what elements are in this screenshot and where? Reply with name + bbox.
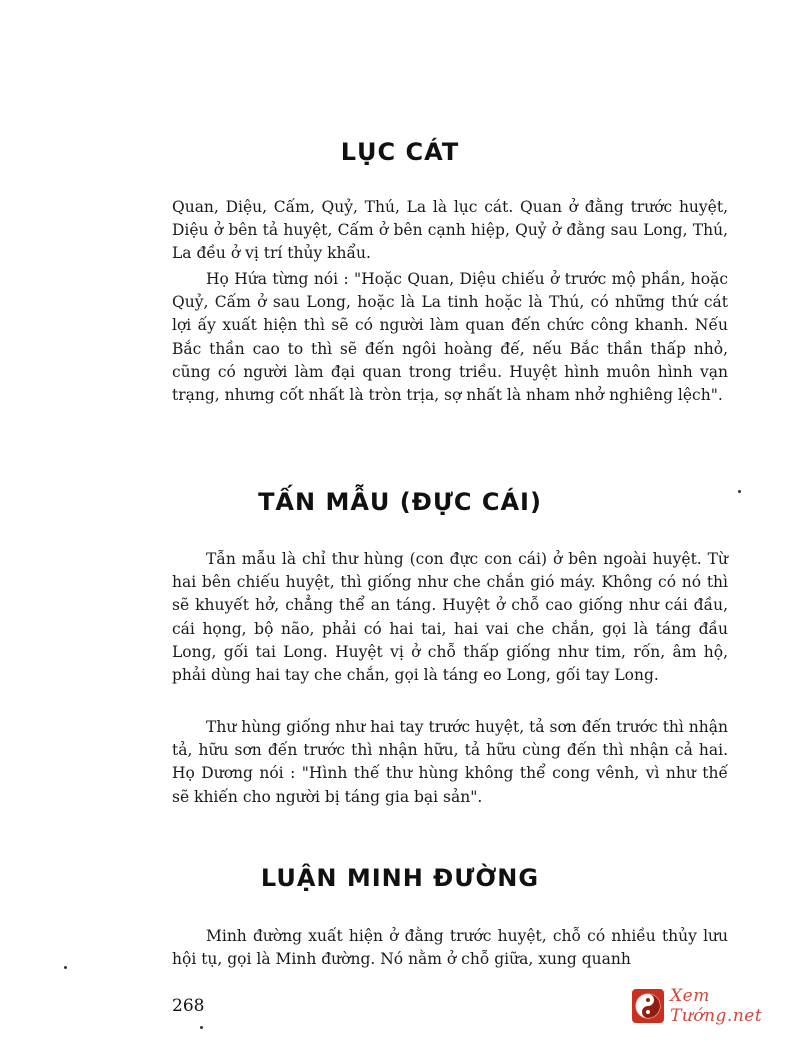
yin-yang-icon bbox=[632, 989, 664, 1023]
section-heading-luc-cat: LỤC CÁT bbox=[340, 138, 460, 166]
speck-mark bbox=[200, 1026, 203, 1029]
paragraph: Thư hùng giống như hai tay trước huyệt, tả sơn đến trước thì nhận tả, hữu sơn đến trước thì nhận hữu, tả hữu cùng đến thì nhận cả hai. Họ Dương nói : "Hình thế thư hùng không thể cong vênh, vì như thế sẽ khiến cho người bị táng gia bại sản". bbox=[172, 718, 728, 806]
page-number: 268 bbox=[172, 996, 205, 1016]
paragraph: Tẫn mẫu là chỉ thư hùng (con đực con cái) ở bên ngoài huyệt. Từ hai bên chiếu huyệt, thì giống như che chắn gió máy. Không có nó thì sẽ khuyết hở, chẳng thể an táng. Huyệt ở chỗ cao giống như cái đầu, cái họng, bộ não, phải có hai tai, hai vai che chắn, gọi là táng đầu Long, gối tai Long. Huyệt vị ở chỗ thấp giống như tim, rốn, âm hộ, phải dùng hai tay che chắn, gọi là táng eo Long, gối tay Long. bbox=[172, 550, 728, 685]
paragraph: Họ Hứa từng nói : "Hoặc Quan, Diệu chiếu ở trước mộ phần, hoặc Quỷ, Cấm ở sau Long, hoặc là La tinh hoặc là Thú, có những thứ cát lợi ấy xuất hiện thì sẽ có người làm quan đến chức công khanh. Nếu Bắc thần cao to thì sẽ đến ngôi hoàng đế, nếu Bắc thần thấp nhỏ, cũng có người làm đại quan trong triều. Huyệt hình muôn hình vạn trạng, nhưng cốt nhất là tròn trịa, sợ nhất là nham nhở nghiêng lệch". bbox=[172, 270, 728, 405]
speck-mark bbox=[738, 490, 741, 493]
paragraph: Minh đường xuất hiện ở đằng trước huyệt, chỗ có nhiều thủy lưu hội tụ, gọi là Minh đường. Nó nằm ở chỗ giữa, xung quanh bbox=[172, 927, 728, 969]
speck-mark bbox=[64, 966, 67, 969]
site-watermark bbox=[632, 988, 800, 1024]
watermark-text: Xem Tướng.net bbox=[670, 986, 763, 1026]
section-heading-luan-minh-duong: LUẬN MINH ĐƯỜNG bbox=[260, 864, 540, 892]
section-heading-tan-mau: TẤN MẪU (ĐỰC CÁI) bbox=[258, 488, 542, 516]
paragraph: Quan, Diệu, Cấm, Quỷ, Thú, La là lục cát. Quan ở đằng trước huyệt, Diệu ở bên tả huyệt, Cấm ở bên cạnh hiệp, Quỷ ở đằng sau Long, Thú, La đều ở vị trí thủy khẩu. bbox=[172, 198, 728, 263]
